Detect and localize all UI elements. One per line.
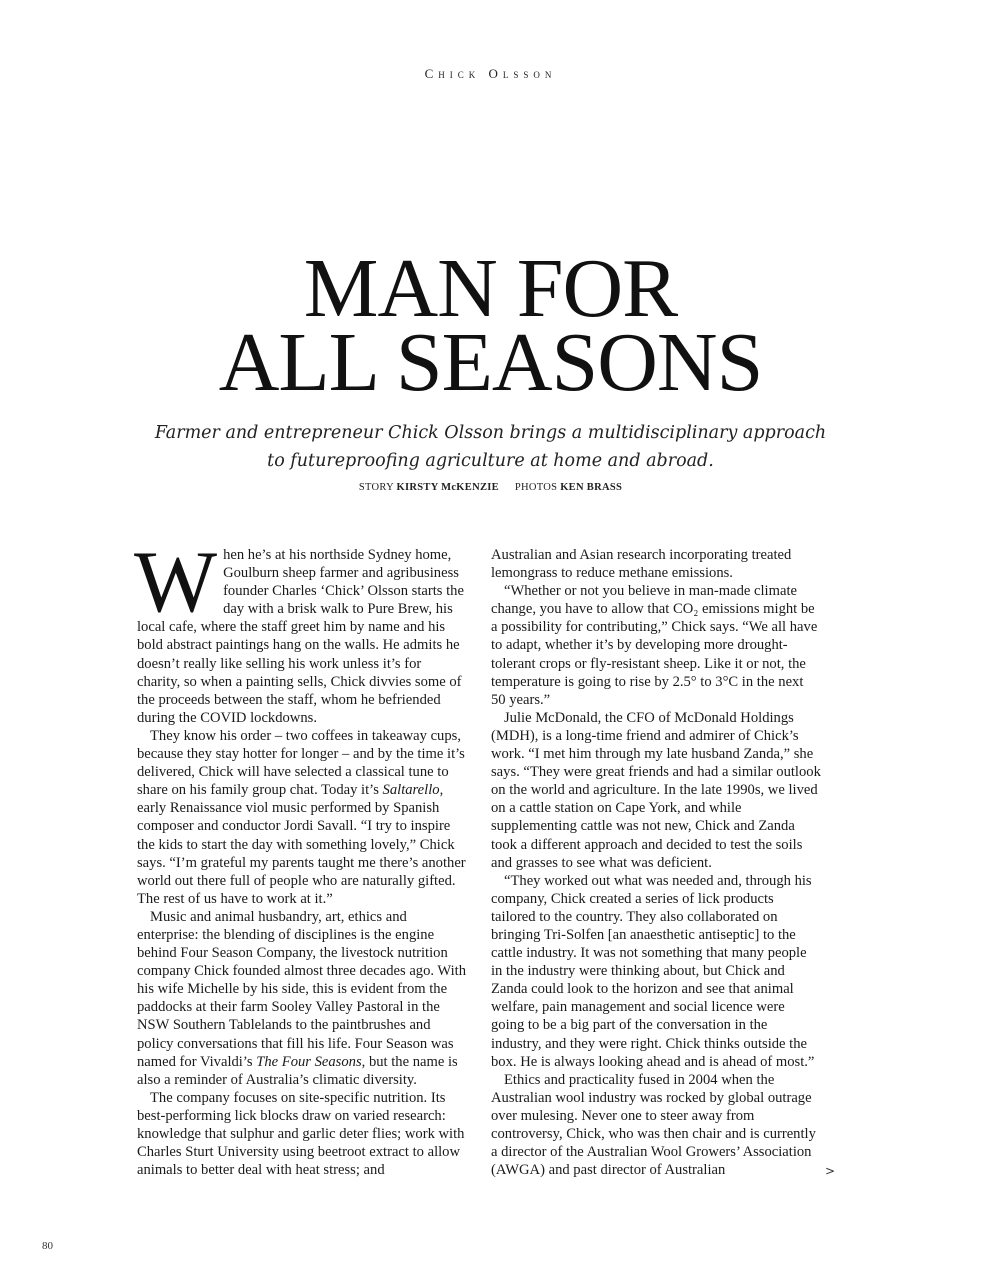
- music-title: The Four Seasons: [256, 1053, 362, 1070]
- drop-cap: W: [134, 534, 218, 631]
- music-title: Saltarello: [382, 782, 440, 799]
- body-column-left: [134, 534, 467, 1179]
- body-paragraph: Julie McDonald, the CFO of McDonald Holdings (MDH), is a long-time friend and admirer of Chick’s work. “I met him through my late husband Zanda,” she says. “They were great friends and had a similar outlook on the world and agriculture. In the late 1990s, we lived on a cattle station on Cape York, and while supplementing cattle was not new, Chick and Zanda took a different approach and decided to test the soils and grasses to see what was deficient.: [491, 709, 821, 871]
- headline: [0, 242, 981, 409]
- page-number: 80: [42, 1240, 53, 1252]
- body-paragraph: The company focuses on site-specific nutrition. Its best-performing lick blocks draw on varied research: knowledge that sulphur and garlic deter flies; work with Charles Sturt University using beetroot extract to allow animals to better deal with heat stress; and: [137, 1089, 465, 1179]
- body-paragraph: [137, 727, 467, 908]
- photographer-name: KEN BRASS: [560, 482, 623, 493]
- body-paragraph: [134, 534, 467, 727]
- body-paragraph: [137, 908, 467, 1089]
- standfirst: Farmer and entrepreneur Chick Olsson brings a multidisciplinary approach to futureproofing agriculture at home and abroad.: [154, 423, 827, 471]
- paragraph-text: They know his order – two coffees in takeaway cups, because they stay hotter for longer – and by the time it’s delivered, Chick will have selected a classical tune to share on his family group chat. Today it’s: [137, 727, 465, 799]
- author-name: KIRSTY McKENZIE: [396, 482, 499, 493]
- paragraph-text: , but the name is also a reminder of Australia’s climatic diversity.: [137, 1053, 458, 1088]
- headline-line-1: MAN FOR: [303, 242, 678, 335]
- paragraph-text: hen he’s at his northside Sydney home, Goulburn sheep farmer and agribusiness founder Charles ‘Chick’ Olsson starts the day with a brisk walk to Pure Brew, his local cafe, where the staff greet him by name and his bold abstract paintings hang on the walls. He admits he doesn’t really like selling his work unless it’s for charity, so when a painting sells, Chick divvies some of the proceeds between the staff, whom he befriended during the COVID lockdowns.: [137, 547, 464, 726]
- body-paragraph: “Whether or not you believe in man-made climate change, you have to allow that CO₂ emissions might be a possibility for contributing,” Chick says. “We all have to adapt, whether it’s by developing more drought-tolerant crops or fly-resistant sheep. Like it or not, the temperature is going to rise by 2.5° to 3°C in the next 50 years.”: [491, 583, 818, 708]
- continue-arrow-icon: >: [825, 1164, 836, 1178]
- story-label: STORY: [358, 482, 394, 493]
- running-head: Chick Olsson: [424, 66, 557, 81]
- body-column-right: [491, 546, 821, 1179]
- body-paragraph: Australian and Asian research incorporating treated lemongrass to reduce methane emissions.: [491, 547, 792, 582]
- paragraph-text: , early Renaissance viol music performed by Spanish composer and conductor Jordi Savall. “I try to inspire the kids to start the day with something lovely,” Chick says. “I’m grateful my parents taught me there’s another world out there full of people who are naturally gifted. The rest of us have to work at it.”: [137, 782, 466, 907]
- byline: [0, 482, 981, 493]
- headline-line-2: ALL SEASONS: [218, 316, 763, 409]
- paragraph-text: Music and animal husbandry, art, ethics and enterprise: the blending of disciplines is the engine behind Four Season Company, the livestock nutrition company Chick founded almost three decades ago. With his wife Michelle by his side, this is evident from the paddocks at their farm Sooley Valley Pastoral in the NSW Southern Tablelands to the paintbrushes and policy conversations that fill his life. Four Season was named for Vivaldi’s: [137, 908, 467, 1070]
- body-paragraph: “They worked out what was needed and, through his company, Chick created a series of lick products tailored to the country. They also collaborated on bringing Tri-Solfen [an anaesthetic antiseptic] to the cattle industry. It was not something that many people in the industry were thinking about, but Chick and Zanda could look to the horizon and see that animal welfare, pain management and social licence were going to be a big part of the conversation in the industry, and they were right. Chick thinks outside the box. He is always looking ahead and is ahead of most.”: [491, 872, 815, 1070]
- photos-label: PHOTOS: [514, 482, 558, 493]
- body-paragraph: Ethics and practicality fused in 2004 when the Australian wool industry was rocked by global outrage over mulesing. Never one to steer away from controversy, Chick, who was then chair and is currently a director of the Australian Wool Growers’ Association (AWGA) and past director of Australian: [491, 1071, 816, 1179]
